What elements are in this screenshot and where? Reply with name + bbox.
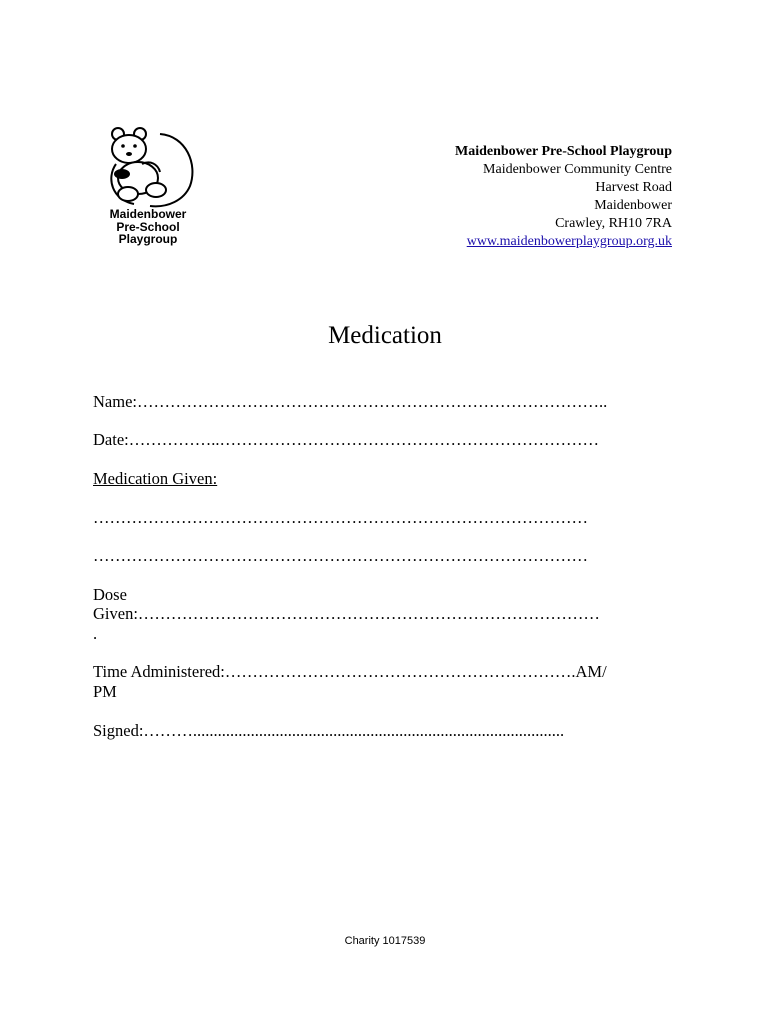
page-title: Medication: [328, 322, 442, 349]
playgroup-logo: [92, 124, 204, 250]
date-field[interactable]: Date:……………..……………………………………………………………: [93, 430, 599, 449]
address-line: Maidenbower Community Centre: [483, 162, 672, 177]
logo-line: Playgroup: [118, 232, 178, 246]
name-field[interactable]: Name:…………………………………………………………………………..: [93, 392, 608, 411]
time-administered-tail: PM: [93, 682, 117, 701]
address-block: [455, 143, 672, 251]
logo-text: [92, 208, 204, 246]
logo-line: Pre-School: [116, 219, 180, 234]
dose-label: Dose: [93, 585, 127, 604]
teddy-bear-icon: [98, 124, 198, 208]
address-line: Harvest Road: [595, 180, 672, 195]
charity-number: Charity 1017539: [344, 935, 426, 947]
dose-given-field[interactable]: Given:…………………………………………………………………………: [93, 604, 600, 623]
dose-given-tail: .: [93, 624, 98, 643]
organisation-name: Maidenbower Pre-School Playgroup: [455, 144, 672, 159]
signed-field[interactable]: Signed:………..........................................................................................: [93, 721, 565, 740]
medication-line-1[interactable]: ………………………………………………………………………………: [93, 508, 588, 527]
medication-given-heading: Medication Given:: [93, 469, 218, 488]
medication-line-2[interactable]: ………………………………………………………………………………: [93, 546, 588, 565]
address-line: Crawley, RH10 7RA: [555, 216, 672, 231]
logo-line: Maidenbower: [109, 207, 187, 221]
time-administered-field[interactable]: Time Administered:……………………………………………………….AM/: [93, 662, 607, 681]
website-link[interactable]: www.maidenbowerplaygroup.org.uk: [466, 234, 672, 249]
address-line: Maidenbower: [594, 198, 672, 213]
